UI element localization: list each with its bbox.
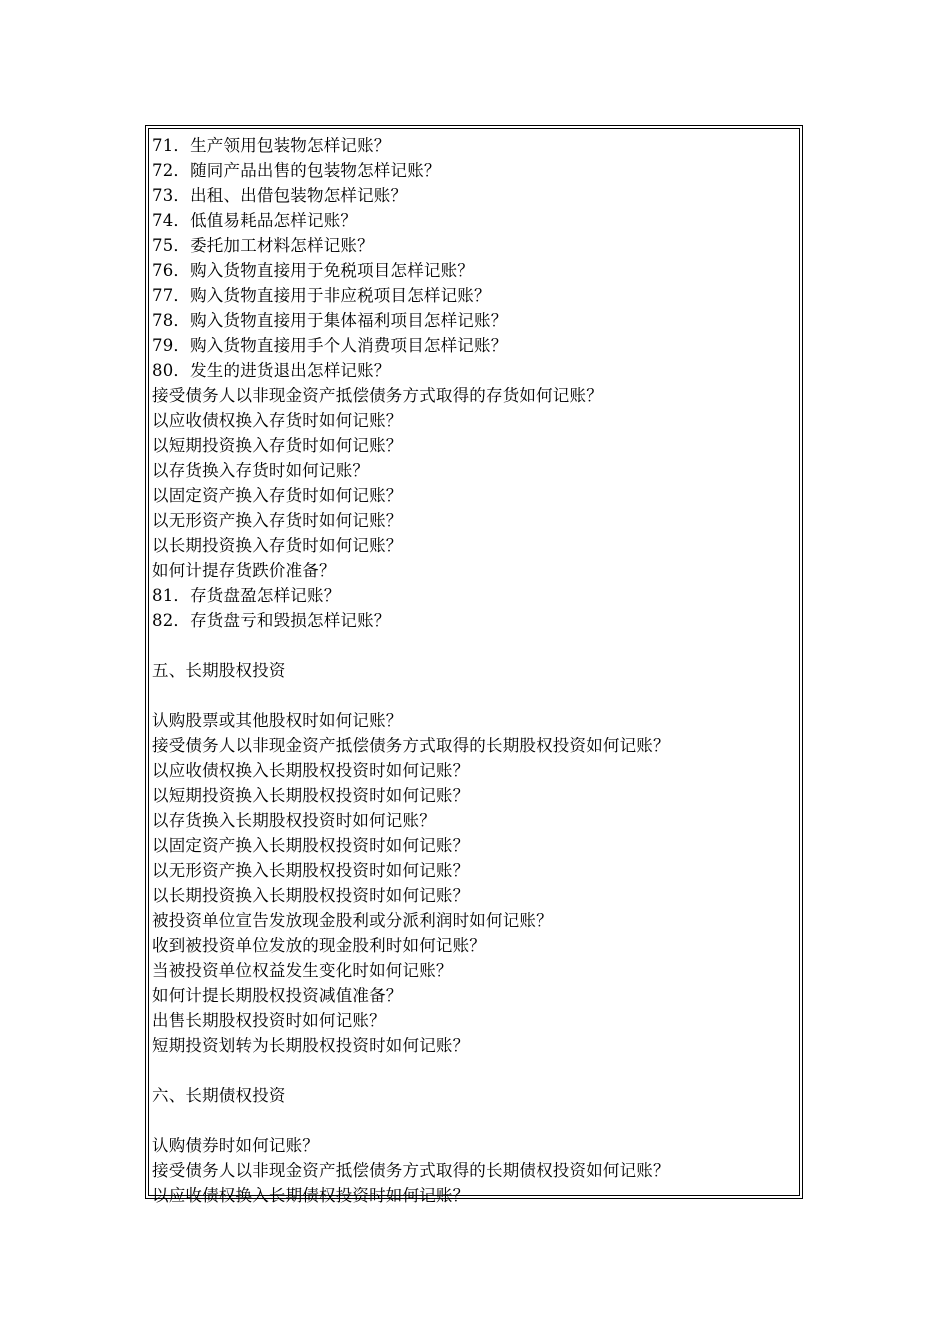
- section-heading: 五、长期股权投资: [152, 661, 286, 680]
- question-line: 75．委托加工材料怎样记账？: [152, 236, 374, 255]
- question-line: 以长期投资换入长期股权投资时如何记账？: [152, 886, 470, 905]
- question-line: 短期投资划转为长期股权投资时如何记账？: [152, 1036, 470, 1055]
- question-line: 81．存货盘盈怎样记账？: [152, 586, 341, 605]
- question-line: 以长期投资换入存货时如何记账？: [152, 536, 403, 555]
- question-line: 接受债务人以非现金资产抵偿债务方式取得的长期债权投资如何记账？: [152, 1161, 670, 1180]
- section-heading: 六、长期债权投资: [152, 1086, 286, 1105]
- question-line: 收到被投资单位发放的现金股利时如何记账？: [152, 936, 486, 955]
- question-line: 如何计提长期股权投资减值准备？: [152, 986, 403, 1005]
- question-line: 以应收债权换入存货时如何记账？: [152, 411, 403, 430]
- question-line: 以无形资产换入存货时如何记账？: [152, 511, 403, 530]
- question-line: 出售长期股权投资时如何记账？: [152, 1011, 386, 1030]
- question-line: 71．生产领用包装物怎样记账？: [152, 136, 391, 155]
- question-line: 被投资单位宣告发放现金股利或分派利润时如何记账？: [152, 911, 553, 930]
- blank-line: [152, 633, 796, 658]
- question-line: 认购债券时如何记账？: [152, 1136, 319, 1155]
- question-line: 73．出租、出借包装物怎样记账？: [152, 186, 408, 205]
- question-line: 以应收债权换入长期债权投资时如何记账？: [152, 1186, 470, 1205]
- question-line: 77．购入货物直接用于非应税项目怎样记账？: [152, 286, 491, 305]
- question-line: 如何计提存货跌价准备？: [152, 561, 336, 580]
- blank-line: [152, 1058, 796, 1083]
- question-line: 以固定资产换入存货时如何记账？: [152, 486, 403, 505]
- question-line: 以无形资产换入长期股权投资时如何记账？: [152, 861, 470, 880]
- document-frame-inner: [148, 128, 800, 1205]
- question-line: 当被投资单位权益发生变化时如何记账？: [152, 961, 453, 980]
- document-content: [152, 133, 796, 1208]
- question-line: 79．购入货物直接用手个人消费项目怎样记账？: [152, 336, 508, 355]
- question-line: 以固定资产换入长期股权投资时如何记账？: [152, 836, 470, 855]
- question-line: 接受债务人以非现金资产抵偿债务方式取得的存货如何记账？: [152, 386, 603, 405]
- question-line: 认购股票或其他股权时如何记账？: [152, 711, 403, 730]
- question-line: 以存货换入长期股权投资时如何记账？: [152, 811, 436, 830]
- question-line: 76．购入货物直接用于免税项目怎样记账？: [152, 261, 474, 280]
- question-line: 以短期投资换入存货时如何记账？: [152, 436, 403, 455]
- question-line: 82．存货盘亏和毁损怎样记账？: [152, 611, 391, 630]
- question-line: 接受债务人以非现金资产抵偿债务方式取得的长期股权投资如何记账？: [152, 736, 670, 755]
- question-line: 以应收债权换入长期股权投资时如何记账？: [152, 761, 470, 780]
- question-line: 72．随同产品出售的包装物怎样记账？: [152, 161, 441, 180]
- blank-line: [152, 683, 796, 708]
- question-line: 以存货换入存货时如何记账？: [152, 461, 370, 480]
- question-line: 78．购入货物直接用于集体福利项目怎样记账？: [152, 311, 508, 330]
- document-frame: [145, 125, 803, 1205]
- question-line: 以短期投资换入长期股权投资时如何记账？: [152, 786, 470, 805]
- question-line: 74．低值易耗品怎样记账？: [152, 211, 358, 230]
- question-line: 80．发生的进货退出怎样记账？: [152, 361, 391, 380]
- blank-line: [152, 1108, 796, 1133]
